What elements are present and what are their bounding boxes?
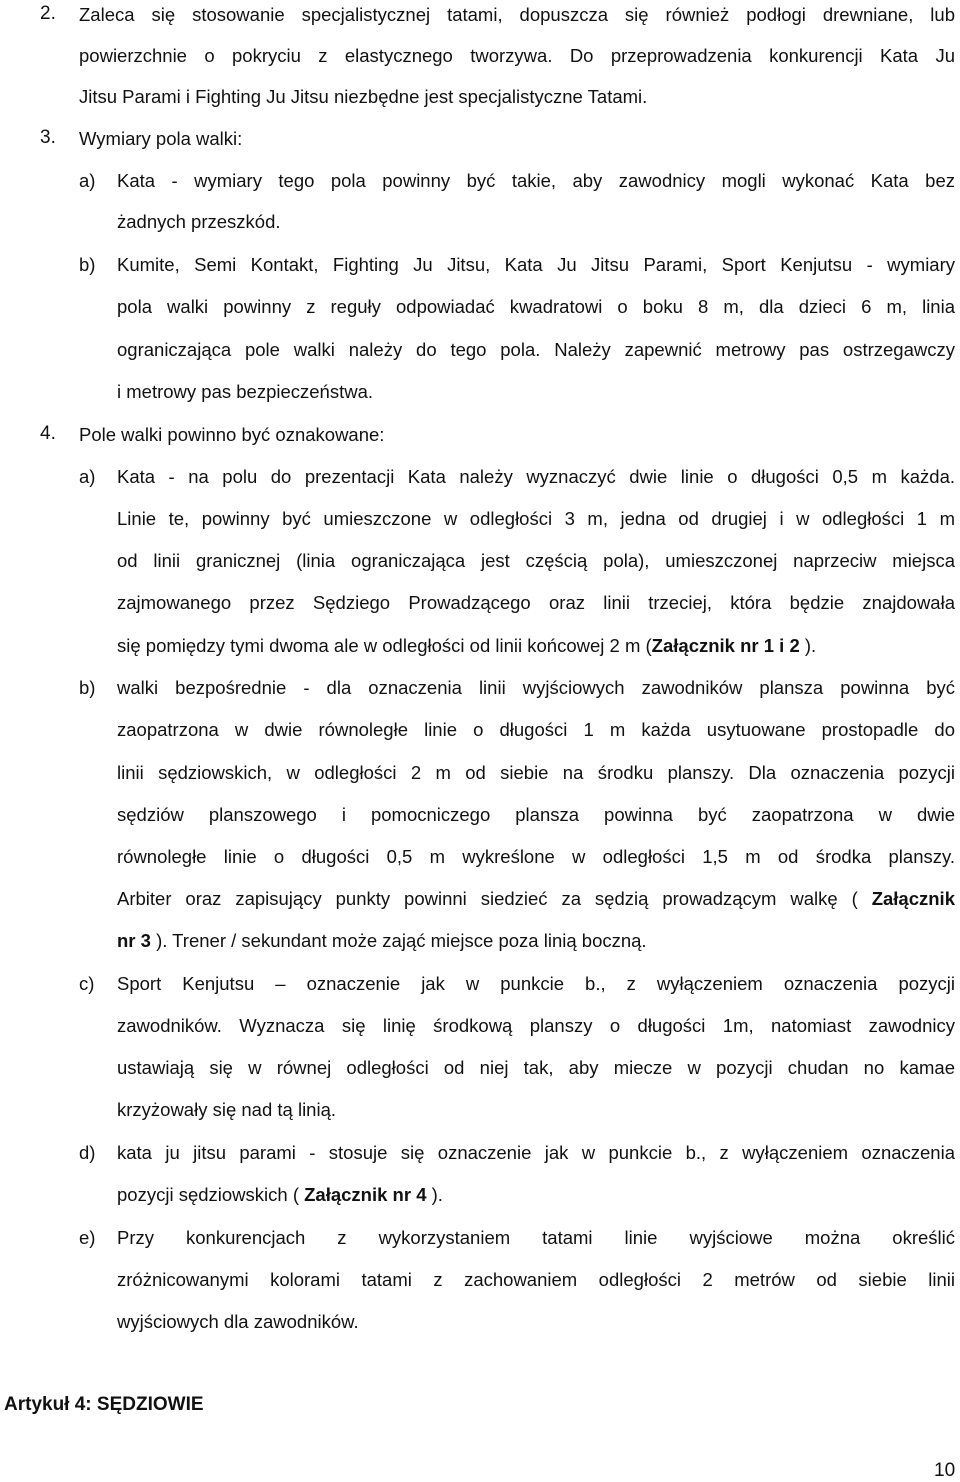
text-line: Arbiter oraz zapisujący punkty powinni siedzieć za sędzią prowadzącym walkę ( Załącznik: [117, 888, 955, 909]
text-line: walki bezpośrednie - dla oznaczenia linii wyjściowych zawodników plansza powinna być: [117, 677, 955, 698]
annex-ref: Załącznik: [871, 888, 955, 909]
sub-letter: e): [79, 1227, 96, 1248]
text-line: ustawiają się w równej odległości od niej tak, aby miecze w pozycji chudan no kamae: [117, 1057, 955, 1078]
text-line: Linie te, powinny być umieszczone w odległości 3 m, jedna od drugiej i w odległości 1 m: [117, 508, 955, 529]
text-line: Sport Kenjutsu – oznaczenie jak w punkcie b., z wyłączeniem oznaczenia pozycji: [117, 973, 955, 994]
item-number: 3.: [40, 127, 56, 148]
annex-ref: Załącznik nr 4: [304, 1184, 427, 1205]
item-number: 2.: [40, 3, 56, 24]
text-line: od linii granicznej (linia ograniczająca jest częścią pola), umieszczonej naprzeciw miejsca: [117, 550, 955, 571]
text-line: żadnych przeszkód.: [117, 211, 281, 232]
item-title: Pole walki powinno być oznakowane:: [79, 424, 385, 445]
text-line: kata ju jitsu parami - stosuje się oznaczenie jak w punkcie b., z wyłączeniem oznaczenia: [117, 1142, 955, 1163]
item-number: 4.: [40, 423, 56, 444]
item-title: Wymiary pola walki:: [79, 128, 243, 149]
sub-letter: c): [79, 973, 95, 994]
page-number: 10: [934, 1460, 956, 1481]
annex-ref: nr 3: [117, 930, 151, 951]
sub-letter: b): [79, 677, 96, 698]
text-line: Kumite, Semi Kontakt, Fighting Ju Jitsu, Kata Ju Jitsu Parami, Sport Kenjutsu - wymiary: [117, 254, 955, 275]
text-line: równoległe linie o długości 0,5 m wykreślone w odległości 1,5 m od środka planszy.: [117, 846, 955, 867]
text-line: i metrowy pas bezpieczeństwa.: [117, 381, 374, 402]
text-line: powierzchnie o pokryciu z elastycznego tworzywa. Do przeprowadzenia konkurencji Kata Ju: [79, 45, 955, 66]
text-line: sędziów planszowego i pomocniczego plansza powinna być zaopatrzona w dwie: [117, 804, 955, 825]
text-line: zróżnicowanymi kolorami tatami z zachowaniem odległości 2 metrów od siebie linii: [117, 1269, 955, 1290]
text-line: Zaleca się stosowanie specjalistycznej tatami, dopuszcza się również podłogi drewniane, lub: [79, 4, 955, 25]
annex-ref: Załącznik nr 1 i 2: [651, 635, 800, 656]
text-line: zajmowanego przez Sędziego Prowadzącego oraz linii trzeciej, która będzie znajdowała: [117, 592, 955, 613]
text-line: się pomiędzy tymi dwoma ale w odległości od linii końcowej 2 m (Załącznik nr 1 i 2 ).: [117, 635, 817, 656]
text-line: Kata - wymiary tego pola powinny być takie, aby zawodnicy mogli wykonać Kata bez: [117, 170, 955, 191]
text-line: Jitsu Parami i Fighting Ju Jitsu niezbędne jest specjalistyczne Tatami.: [79, 86, 648, 107]
text-line: wyjściowych dla zawodników.: [117, 1311, 359, 1332]
text-line: pola walki powinny z reguły odpowiadać kwadratowi o boku 8 m, dla dzieci 6 m, linia: [117, 296, 955, 317]
sub-letter: a): [79, 170, 96, 191]
sub-letter: d): [79, 1142, 96, 1163]
sub-letter: a): [79, 466, 96, 487]
sub-letter: b): [79, 254, 96, 275]
text-line: Przy konkurencjach z wykorzystaniem tatami linie wyjściowe można określić: [117, 1227, 955, 1248]
text-line: linii sędziowskich, w odległości 2 m od siebie na środku planszy. Dla oznaczenia pozycji: [117, 762, 955, 783]
text-line: krzyżowały się nad tą linią.: [117, 1099, 337, 1120]
text-line: nr 3 ). Trener / sekundant może zająć miejsce poza linią boczną.: [117, 930, 647, 951]
text-line: zawodników. Wyznacza się linię środkową planszy o długości 1m, natomiast zawodnicy: [117, 1015, 955, 1036]
text-line: ograniczająca pole walki należy do tego pola. Należy zapewnić metrowy pas ostrzegawczy: [117, 339, 955, 360]
text-line: Kata - na polu do prezentacji Kata należy wyznaczyć dwie linie o długości 0,5 m każda.: [117, 466, 955, 487]
text-line: pozycji sędziowskich ( Załącznik nr 4 ).: [117, 1184, 443, 1205]
text-line: zaopatrzona w dwie równoległe linie o długości 1 m każda usytuowane prostopadle do: [117, 719, 955, 740]
article-heading: Artykuł 4: SĘDZIOWIE: [4, 1394, 204, 1415]
